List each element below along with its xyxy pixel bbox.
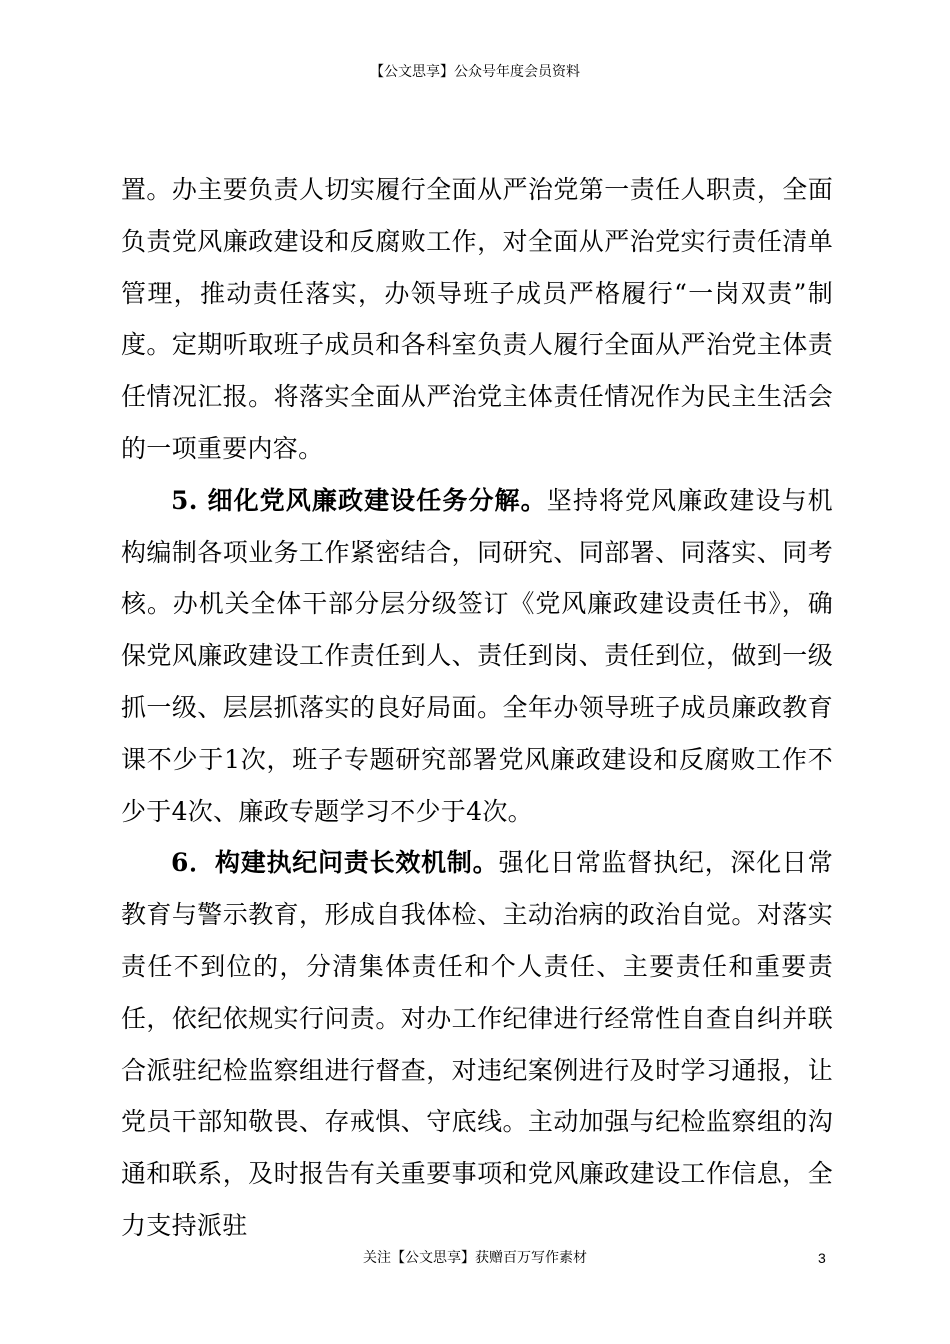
page-number: 3	[818, 1250, 826, 1266]
page-footer: 关注【公文思享】获赠百万写作素材	[363, 1250, 587, 1266]
paragraph-item-5	[121, 475, 833, 838]
paragraph-heading: 6．构建执纪问责长效机制。	[171, 848, 499, 878]
page-header: 【公文思享】公众号年度会员资料	[370, 64, 580, 80]
document-body	[121, 164, 833, 1252]
paragraph-heading: 5. 细化党风廉政建设任务分解。	[171, 485, 547, 515]
paragraph-text: 强化日常监督执纪，深化日常教育与警示教育，形成自我体检、主动治病的政治自觉。对落实责任不到位的，分清集体责任和个人责任、主要责任和重要责任，依纪依规实行问责。对办工作纪律进行经常性自查自纠并联合派驻纪检监察组进行督查，对违纪案例进行及时学习通报，让党员干部知敬畏、存戒惧、守底线。主动加强与纪检监察组的沟通和联系，及时报告有关重要事项和党风廉政建设工作信息，全力支持派驻	[121, 848, 834, 1240]
paragraph-text: 置。办主要负责人切实履行全面从严治党第一责任人职责，全面负责党风廉政建设和反腐败工作，对全面从严治党实行责任清单管理，推动责任落实，办领导班子成员严格履行“一岗双责”制度。定期听取班子成员和各科室负责人履行全面从严治党主体责任情况汇报。将落实全面从严治党主体责任情况作为民主生活会的一项重要内容。	[121, 175, 833, 463]
paragraph-continuation	[121, 164, 833, 475]
paragraph-text: 坚持将党风廉政建设与机构编制各项业务工作紧密结合，同研究、同部署、同落实、同考核。办机关全体干部分层分级签订《党风廉政建设责任书》，确保党风廉政建设工作责任到人、责任到岗、责任到位，做到一级抓一级、层层抓落实的良好局面。全年办领导班子成员廉政教育课不少于1次，班子专题研究部署党风廉政建设和反腐败工作不少于4次、廉政专题学习不少于4次。	[121, 485, 833, 826]
paragraph-item-6	[121, 837, 833, 1251]
